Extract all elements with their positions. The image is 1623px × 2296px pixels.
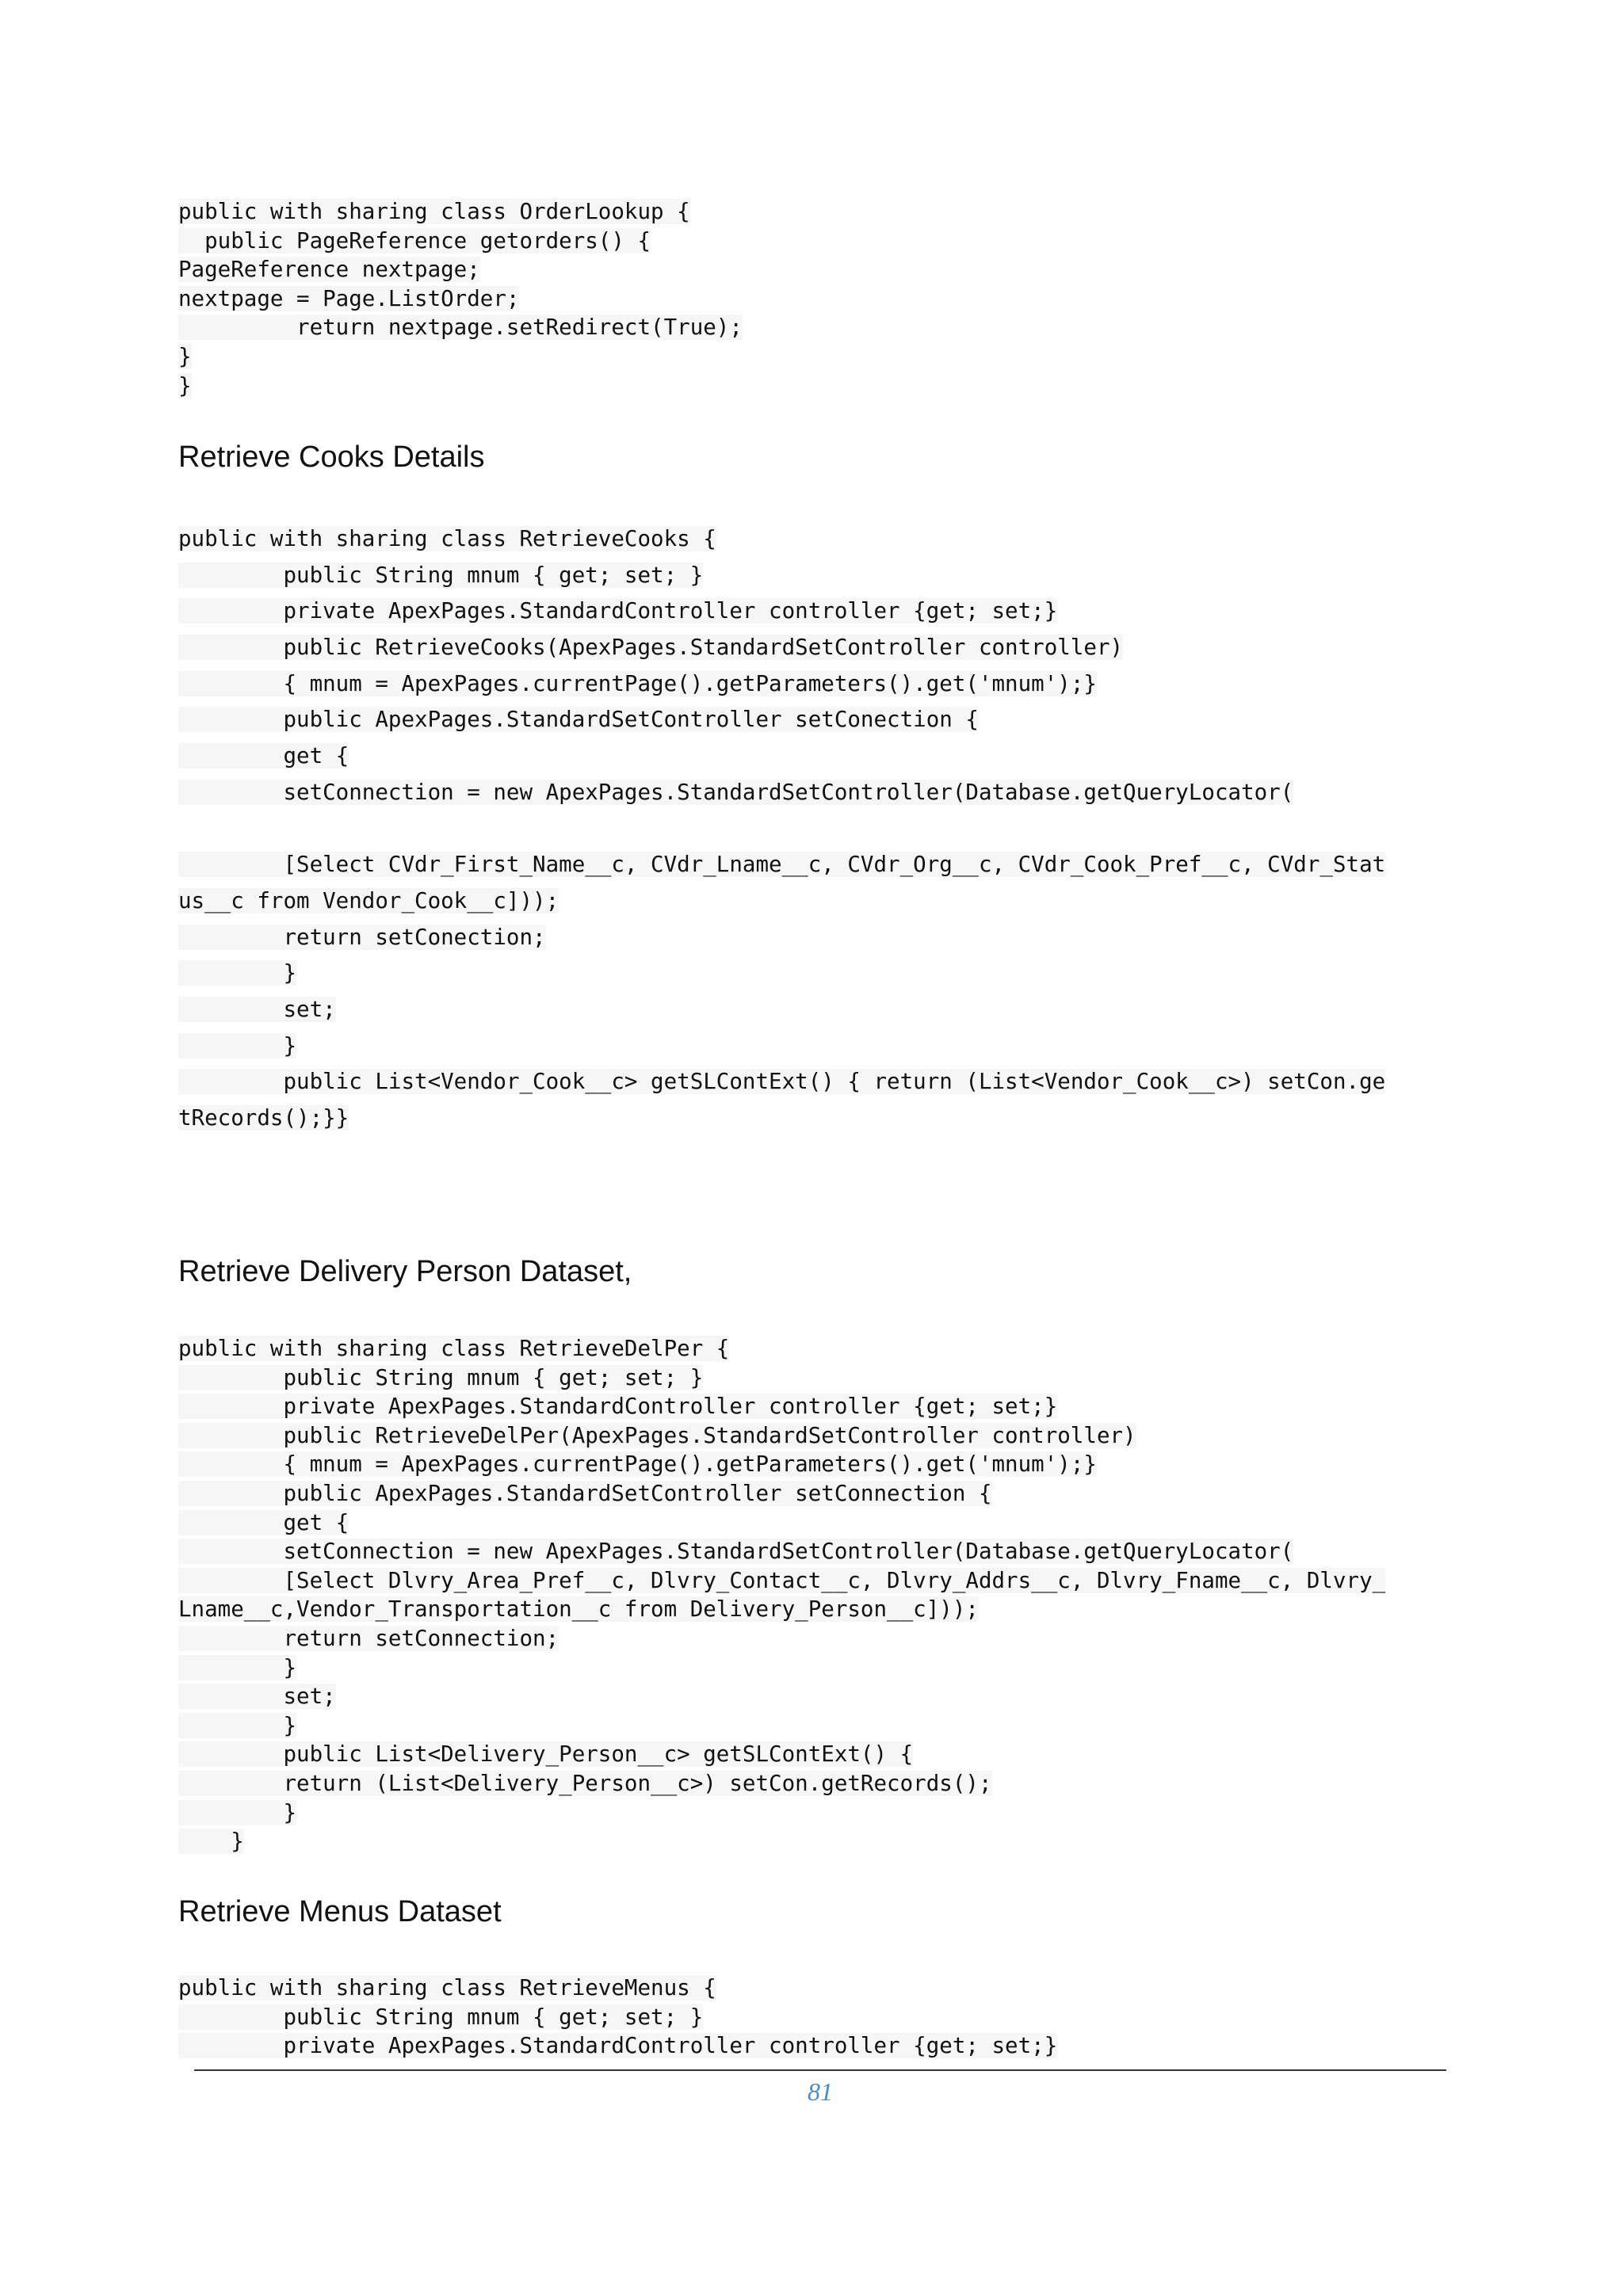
code-line-text: tRecords();}} [178, 1105, 349, 1131]
code-line-text: public String mnum { get; set; } [178, 1364, 704, 1390]
code-line-text: PageReference nextpage; [178, 257, 480, 283]
code-line [178, 1028, 1430, 1065]
code-line-text: public with sharing class RetrieveDelPer { [178, 1336, 730, 1361]
code-line-text: public with sharing class OrderLookup { [178, 199, 690, 224]
code-line [178, 702, 1430, 738]
code-line-text: private ApexPages.StandardController controller {get; set;} [178, 598, 1058, 624]
code-line-text: public with sharing class RetrieveMenus { [178, 1975, 716, 2000]
code-line [178, 847, 1430, 883]
code-line-text: get { [178, 1509, 349, 1535]
code-line-text: return setConection; [178, 924, 546, 950]
code-line [178, 1798, 1430, 1828]
code-line [178, 521, 1430, 558]
code-line-text: get { [178, 743, 349, 769]
code-line [178, 1508, 1430, 1538]
code-line [178, 775, 1430, 811]
code-line-text: } [178, 960, 297, 986]
code-line [178, 1682, 1430, 1711]
code-line-text: } [178, 1654, 297, 1680]
code-line [178, 2031, 1430, 2061]
code-line-text: { mnum = ApexPages.currentPage().getParameters().get('mnum');} [178, 670, 1097, 696]
page-number: 81 [808, 2077, 833, 2106]
code-line [178, 313, 1430, 342]
code-block-retrieve-cooks [178, 521, 1430, 1137]
heading-retrieve-cooks: Retrieve Cooks Details [178, 441, 485, 474]
code-line [178, 227, 1430, 256]
code-line [178, 1363, 1430, 1393]
code-line [178, 1537, 1430, 1566]
code-line-text: setConnection = new ApexPages.StandardSetController(Database.getQueryLocator( [178, 1539, 1294, 1565]
code-line [178, 558, 1430, 594]
code-line [178, 342, 1430, 372]
code-line [178, 1595, 1430, 1624]
heading-retrieve-menus: Retrieve Menus Dataset [178, 1895, 502, 1928]
code-line-text: return setConnection; [178, 1625, 559, 1651]
code-line [178, 593, 1430, 630]
code-line [178, 1974, 1430, 2003]
code-line [178, 955, 1430, 992]
code-line-text: public ApexPages.StandardSetController setConnection { [178, 1480, 992, 1506]
code-line [178, 1334, 1430, 1363]
code-line [178, 284, 1430, 314]
code-line-text: return (List<Delivery_Person__c>) setCon.getRecords(); [178, 1770, 992, 1796]
code-line [178, 2003, 1430, 2032]
code-line-text: } [178, 1829, 244, 1855]
code-line [178, 1740, 1430, 1769]
code-line [178, 1392, 1430, 1421]
code-line [178, 1421, 1430, 1451]
code-line-text: set; [178, 1684, 336, 1710]
code-line-text: public RetrieveCooks(ApexPages.StandardSetController controller) [178, 635, 1124, 661]
code-line-text: public String mnum { get; set; } [178, 562, 704, 588]
code-line-text: us__c from Vendor_Cook__c])); [178, 887, 559, 913]
code-block-order-lookup [178, 197, 1430, 400]
code-line [178, 1711, 1430, 1741]
code-line [178, 1100, 1430, 1137]
code-line-text: public ApexPages.StandardSetController setConection { [178, 707, 979, 733]
code-line-text: } [178, 1712, 297, 1738]
code-line-text: return nextpage.setRedirect(True); [178, 315, 743, 341]
code-line [178, 992, 1430, 1028]
code-line [178, 920, 1430, 956]
code-line [178, 630, 1430, 666]
code-line [178, 1624, 1430, 1653]
code-line-text: [Select Dlvry_Area_Pref__c, Dlvry_Contact__c, Dlvry_Addrs__c, Dlvry_Fname__c, Dlvry_ [178, 1567, 1386, 1593]
code-line-text: Lname__c,Vendor_Transportation__c from Delivery_Person__c])); [178, 1596, 979, 1623]
code-line [178, 1566, 1430, 1596]
code-line [178, 1653, 1430, 1683]
code-line [178, 1479, 1430, 1508]
code-line [178, 666, 1430, 703]
code-line [178, 1450, 1430, 1479]
code-line-text: private ApexPages.StandardController controller {get; set;} [178, 1394, 1058, 1420]
code-line-text: nextpage = Page.ListOrder; [178, 285, 520, 311]
code-line-text: public List<Delivery_Person__c> getSLContExt() { [178, 1741, 914, 1768]
code-line-text: } [178, 343, 192, 369]
code-line-text: } [178, 372, 192, 399]
code-line [178, 1769, 1430, 1798]
code-line-text: public List<Vendor_Cook__c> getSLContExt() { return (List<Vendor_Cook__c>) setCon.ge [178, 1069, 1386, 1095]
code-line-text: public PageReference getorders() { [178, 227, 651, 254]
code-line-text: } [178, 1032, 297, 1058]
code-line [178, 738, 1430, 775]
code-line [178, 811, 1430, 848]
code-line-text: set; [178, 996, 336, 1022]
code-line [178, 883, 1430, 920]
code-line-text: setConnection = new ApexPages.StandardSetController(Database.getQueryLocator( [178, 779, 1294, 805]
footer-rule [194, 2069, 1446, 2071]
heading-retrieve-delivery-person: Retrieve Delivery Person Dataset, [178, 1255, 632, 1288]
code-line-text: } [178, 1799, 297, 1825]
code-line [178, 255, 1430, 284]
code-line-text: public with sharing class RetrieveCooks { [178, 526, 716, 551]
code-line [178, 372, 1430, 401]
code-line-text: { mnum = ApexPages.currentPage().getParameters().get('mnum');} [178, 1451, 1097, 1478]
code-line-text: public RetrieveDelPer(ApexPages.StandardSetController controller) [178, 1422, 1136, 1448]
code-line-text: private ApexPages.StandardController controller {get; set;} [178, 2033, 1058, 2059]
code-line-text: [Select CVdr_First_Name__c, CVdr_Lname__c, CVdr_Org__c, CVdr_Cook_Pref__c, CVdr_Stat [178, 852, 1386, 878]
code-block-retrieve-delivery-person [178, 1334, 1430, 1856]
code-line [178, 197, 1430, 227]
code-line-text: public String mnum { get; set; } [178, 2004, 704, 2030]
code-line [178, 1827, 1430, 1856]
code-line [178, 1064, 1430, 1100]
code-block-retrieve-menus [178, 1974, 1430, 2061]
